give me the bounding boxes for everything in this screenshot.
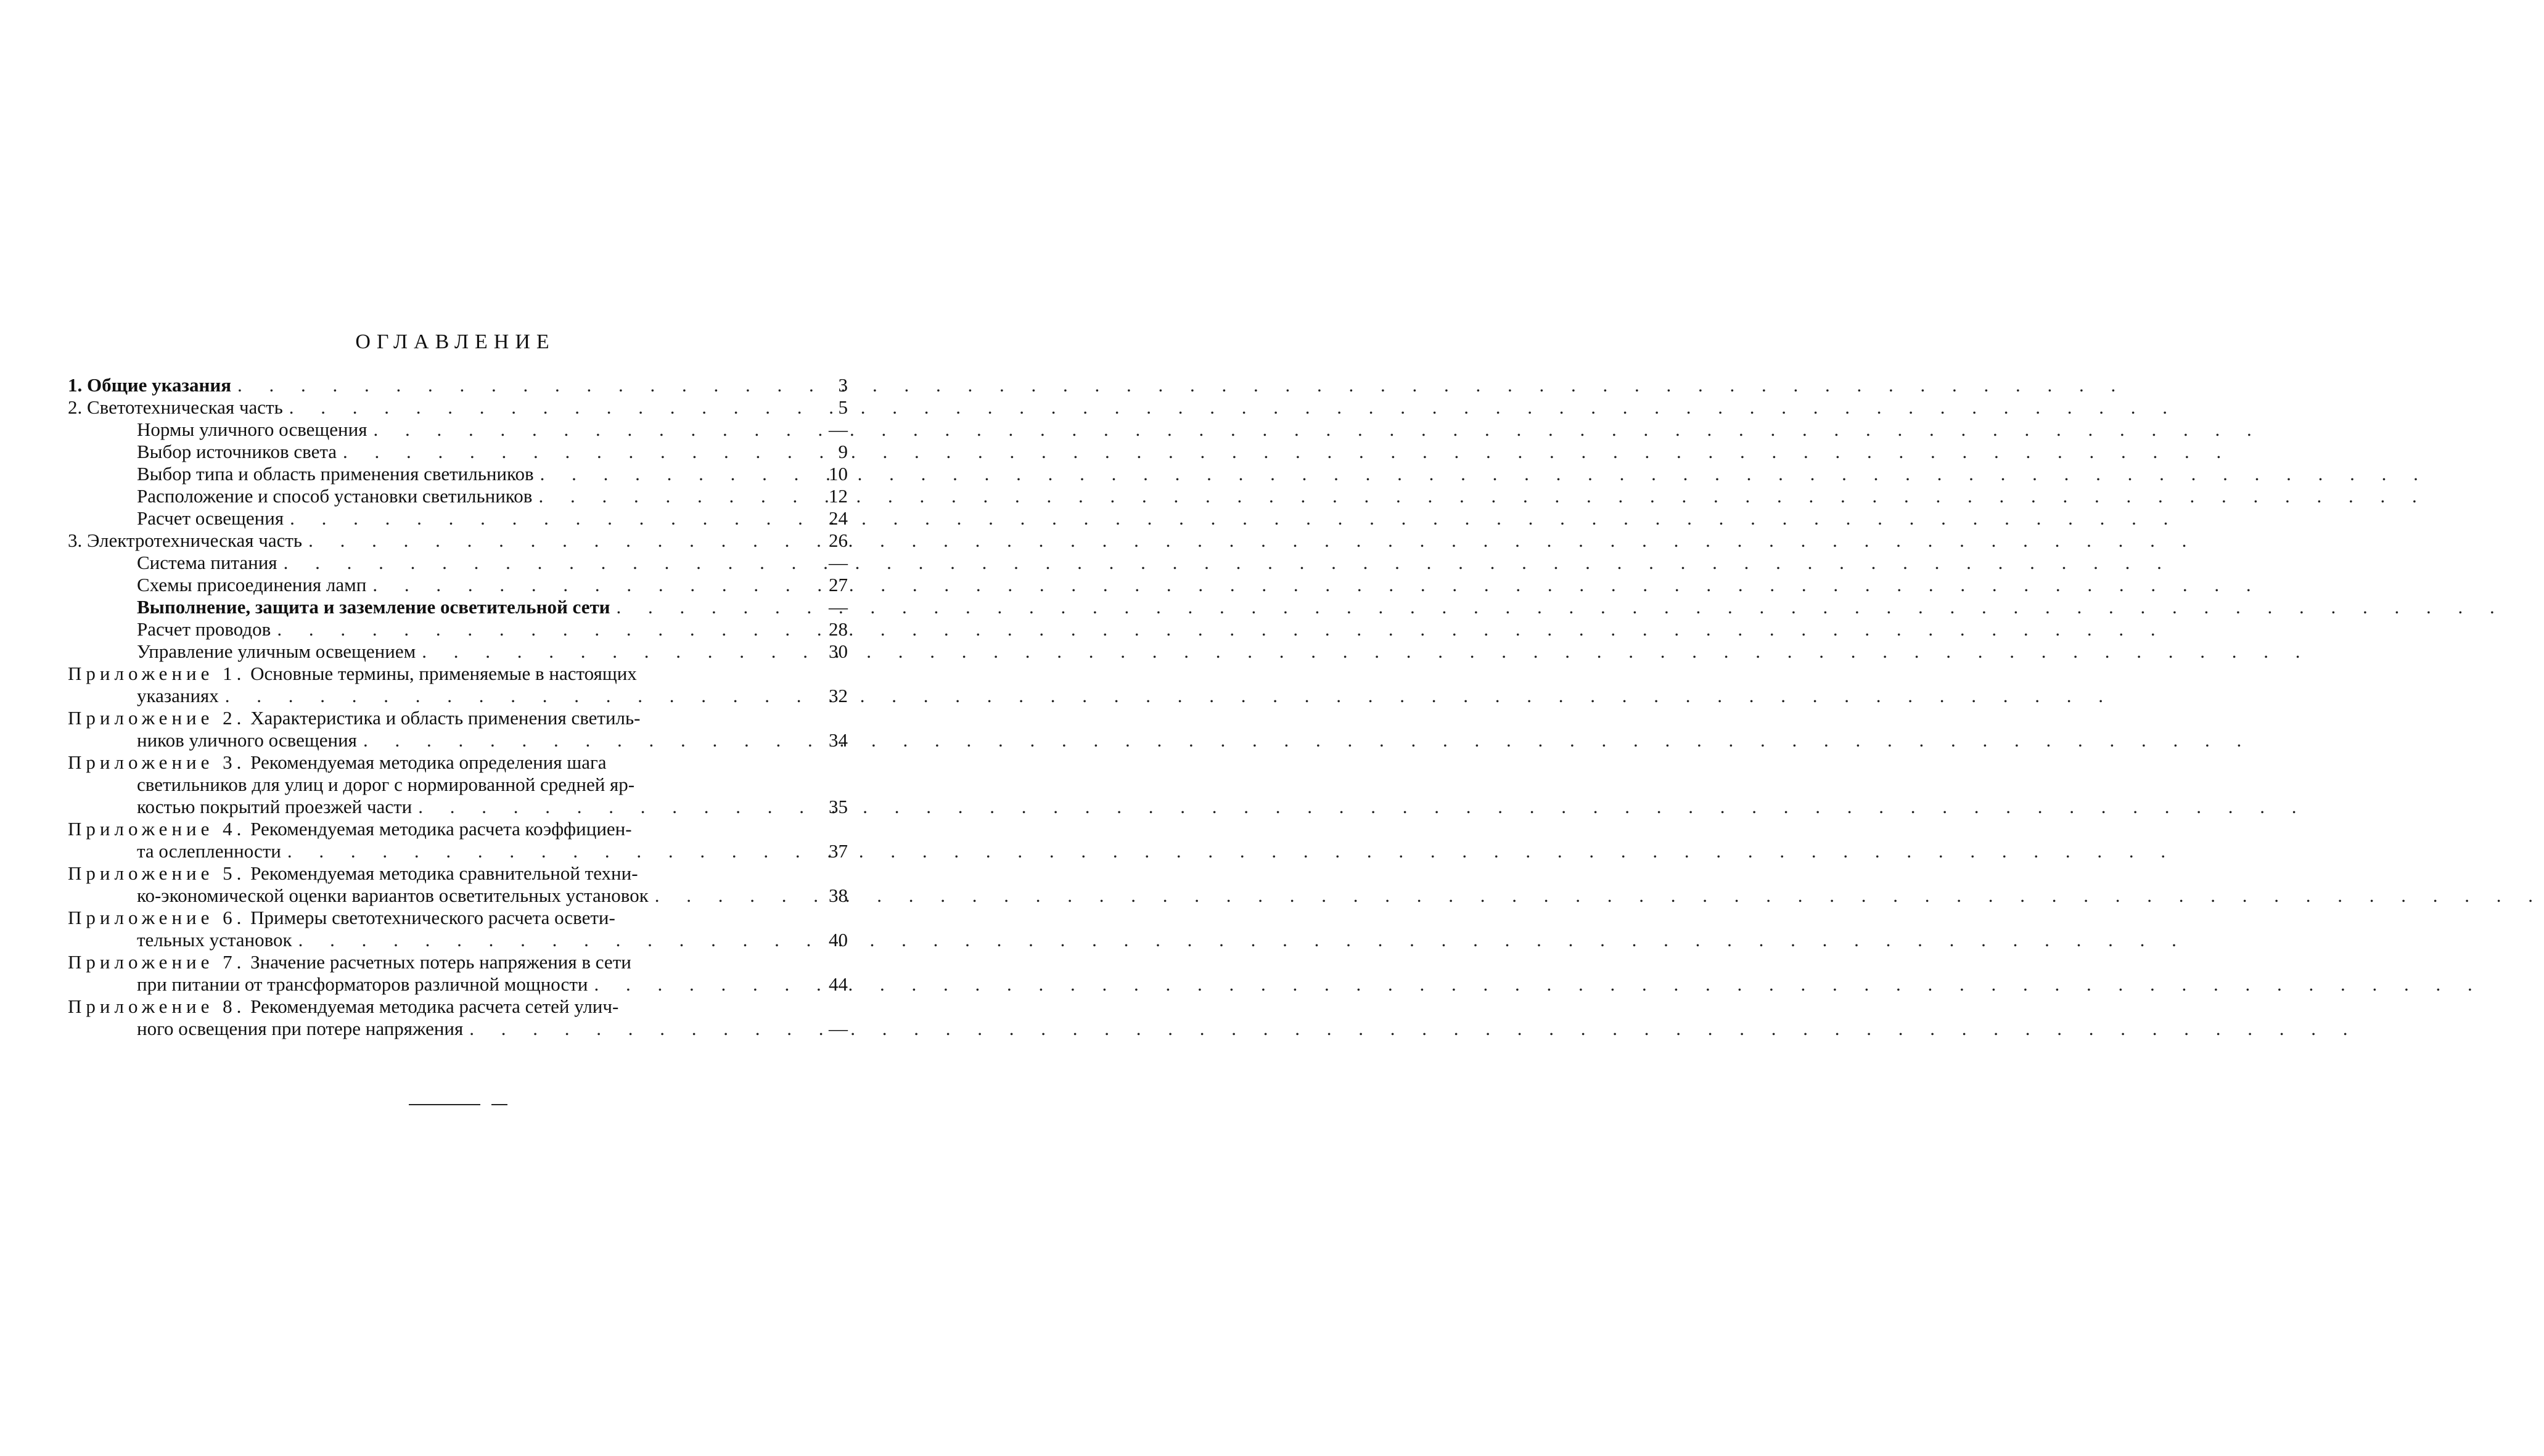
page-number: 9 — [838, 441, 848, 462]
appendix-entry — [68, 663, 848, 685]
page-number: 28 — [829, 618, 848, 640]
appendix-label: Приложение 2. — [68, 707, 246, 729]
page-number: 34 — [829, 729, 848, 751]
toc-entry-title: Управление уличным освещением — [137, 640, 416, 662]
toc-entry-title — [68, 707, 641, 729]
toc-entry-title: Нормы уличного освещения — [137, 419, 367, 440]
toc-subentry — [68, 618, 848, 640]
appendix-title: Рекомендуемая методика расчета коэффициен- — [250, 818, 632, 840]
leader-dots — [416, 640, 811, 663]
toc-subentry — [68, 419, 848, 441]
leader-dots — [337, 441, 811, 463]
appendix-entry — [68, 907, 848, 929]
toc-entry-title: 3. Электротехническая часть — [68, 530, 303, 551]
toc-entry-title: 1. Общие указания — [68, 374, 231, 396]
appendix-label: Приложение 5. — [68, 862, 246, 884]
end-divider — [409, 1104, 480, 1105]
leader-dots — [367, 419, 811, 441]
leader-dots — [463, 1018, 811, 1040]
appendix-label: Приложение 6. — [68, 907, 246, 928]
appendix-entry-continuation — [68, 1018, 848, 1040]
toc-entry-title — [68, 818, 632, 840]
toc-entry-title: костью покрытий проезжей части — [137, 796, 412, 817]
leader-dots — [532, 485, 811, 507]
appendix-entry-continuation — [68, 973, 848, 996]
page-number: — — [829, 419, 848, 440]
toc-entry-title — [68, 751, 606, 774]
appendix-entry-continuation — [68, 685, 848, 707]
appendix-title: Рекомендуемая методика расчета сетей улич- — [250, 996, 619, 1017]
appendix-title: Характеристика и область применения светиль- — [250, 707, 641, 729]
appendix-entry — [68, 951, 848, 973]
appendix-title: Примеры светотехнического расчета освети- — [250, 907, 615, 928]
toc-subentry — [68, 507, 848, 530]
toc-subentry — [68, 463, 848, 485]
leader-dots — [277, 552, 811, 574]
toc-heading: ОГЛАВЛЕНИЕ — [355, 330, 556, 353]
toc-entry-title: светильников для улиц и дорог с нормированной средней яр- — [137, 774, 635, 795]
toc-entry-title: Схемы присоединения ламп — [137, 574, 367, 595]
leader-dots — [588, 973, 811, 996]
toc-entry — [68, 374, 848, 396]
toc-entry-title: та ослепленности — [137, 840, 281, 862]
toc-entry-title — [68, 862, 638, 885]
page-number: 10 — [829, 463, 848, 485]
toc-entry-title: ников уличного освещения — [137, 729, 357, 751]
leader-dots — [219, 685, 811, 707]
leader-dots — [412, 796, 811, 818]
leader-dots — [284, 507, 811, 530]
leader-dots — [283, 396, 811, 419]
page-number: 24 — [829, 507, 848, 529]
end-divider-short — [491, 1104, 507, 1105]
toc-entry-title: Выбор типа и область применения светильников — [137, 463, 534, 485]
appendix-entry-continuation — [68, 774, 848, 796]
page-number: 38 — [829, 885, 848, 906]
toc-entry-title: Выбор источников света — [137, 441, 337, 462]
toc-entry-title: Система питания — [137, 552, 277, 573]
appendix-label: Приложение 7. — [68, 951, 246, 973]
page-number: 12 — [829, 485, 848, 507]
leader-dots — [281, 840, 811, 862]
page-number: — — [829, 552, 848, 573]
toc-entry-title: ко-экономической оценки вариантов осветительных установок — [137, 885, 649, 906]
page-number: 35 — [829, 796, 848, 817]
appendix-title: Основные термины, применяемые в настоящих — [250, 663, 637, 684]
appendix-label: Приложение 1. — [68, 663, 246, 684]
page-number: — — [829, 596, 848, 618]
appendix-label: Приложение 4. — [68, 818, 246, 840]
table-of-contents — [68, 374, 848, 1040]
toc-subentry — [68, 441, 848, 463]
appendix-label: Приложение 3. — [68, 751, 246, 773]
leader-dots — [534, 463, 811, 485]
appendix-entry — [68, 996, 848, 1018]
leader-dots — [366, 574, 811, 596]
appendix-entry-continuation — [68, 729, 848, 751]
toc-entry-title: ного освещения при потере напряжения — [137, 1018, 464, 1039]
page-number: 30 — [829, 640, 848, 662]
toc-entry-title: 2. Светотехническая часть — [68, 396, 283, 418]
leader-dots — [292, 929, 811, 951]
appendix-entry — [68, 818, 848, 840]
toc-entry-title: Расположение и способ установки светильников — [137, 485, 533, 507]
page-number: 5 — [838, 396, 848, 418]
toc-subentry — [68, 552, 848, 574]
appendix-entry-continuation — [68, 840, 848, 862]
appendix-entry-continuation — [68, 885, 848, 907]
toc-entry-title: указаниях — [137, 685, 219, 706]
page-number: 32 — [829, 685, 848, 706]
toc-entry-title: Расчет проводов — [137, 618, 271, 640]
toc-entry-title: Расчет освещения — [137, 507, 284, 529]
appendix-entry-continuation — [68, 796, 848, 818]
appendix-entry — [68, 751, 848, 774]
toc-entry — [68, 396, 848, 419]
page-number: 37 — [829, 840, 848, 862]
appendix-label: Приложение 8. — [68, 996, 246, 1017]
toc-subentry — [68, 574, 848, 596]
toc-entry-title: при питании от трансформаторов различной мощности — [137, 973, 588, 995]
appendix-title: Рекомендуемая методика сравнительной техни- — [250, 862, 638, 884]
appendix-entry-continuation — [68, 929, 848, 951]
toc-entry-title: Выполнение, защита и заземление осветительной сети — [137, 596, 610, 618]
toc-entry-title — [68, 951, 631, 973]
document-page — [0, 0, 911, 1456]
toc-entry-title: тельных установок — [137, 929, 292, 951]
toc-subentry — [68, 485, 848, 507]
page-number: 27 — [829, 574, 848, 595]
leader-dots — [271, 618, 811, 640]
leader-dots — [610, 596, 811, 618]
toc-subentry — [68, 596, 848, 618]
appendix-title: Рекомендуемая методика определения шага — [250, 751, 607, 773]
page-number: 3 — [838, 374, 848, 396]
page-number: — — [829, 1018, 848, 1039]
toc-entry-title — [68, 996, 618, 1018]
toc-entry-title — [68, 663, 637, 685]
toc-entry-title — [68, 907, 615, 929]
page-number: 26 — [829, 530, 848, 551]
leader-dots — [649, 885, 811, 907]
page-number: 40 — [829, 929, 848, 951]
appendix-title: Значение расчетных потерь напряжения в сети — [250, 951, 631, 973]
leader-dots — [302, 530, 811, 552]
appendix-entry — [68, 707, 848, 729]
leader-dots — [357, 729, 811, 751]
page-number: 44 — [829, 973, 848, 995]
toc-subentry — [68, 640, 848, 663]
toc-entry — [68, 530, 848, 552]
appendix-entry — [68, 862, 848, 885]
leader-dots — [231, 374, 811, 396]
